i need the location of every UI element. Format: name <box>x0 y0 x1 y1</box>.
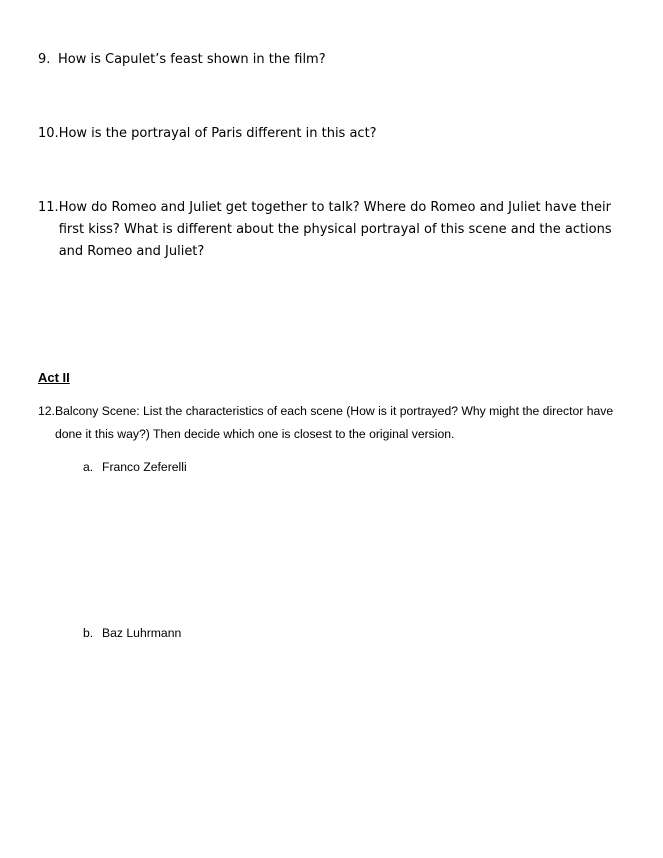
sub-item-b-text: Baz Luhrmann <box>102 626 182 640</box>
question-9-number: 9. <box>38 52 51 67</box>
question-10-number: 10. <box>38 126 59 141</box>
question-10-text: How is the portrayal of Paris different in this act? <box>58 126 377 141</box>
question-12 <box>38 400 638 446</box>
sub-item-b <box>83 625 181 641</box>
sub-item-a-letter: a. <box>83 460 94 474</box>
question-11-text: How do Romeo and Juliet get together to talk? Where do Romeo and Juliet have their first kiss? What is different about the physical portrayal of this scene and the actions and Romeo and Juliet? <box>58 200 612 259</box>
section-heading-act-ii: Act II <box>38 370 70 385</box>
sub-item-a <box>83 459 187 475</box>
question-10 <box>38 123 628 145</box>
question-9 <box>38 49 628 71</box>
question-11-number: 11. <box>38 200 59 215</box>
question-12-number: 12. <box>38 404 55 418</box>
sub-item-a-text: Franco Zeferelli <box>102 460 187 474</box>
sub-item-b-letter: b. <box>83 626 94 640</box>
question-12-text: Balcony Scene: List the characteristics of each scene (How is it portrayed? Why might the director have done it this way?) Then decide which one is closest to the original version. <box>54 404 614 441</box>
question-11 <box>38 197 628 263</box>
question-9-text: How is Capulet’s feast shown in the film? <box>58 52 326 67</box>
